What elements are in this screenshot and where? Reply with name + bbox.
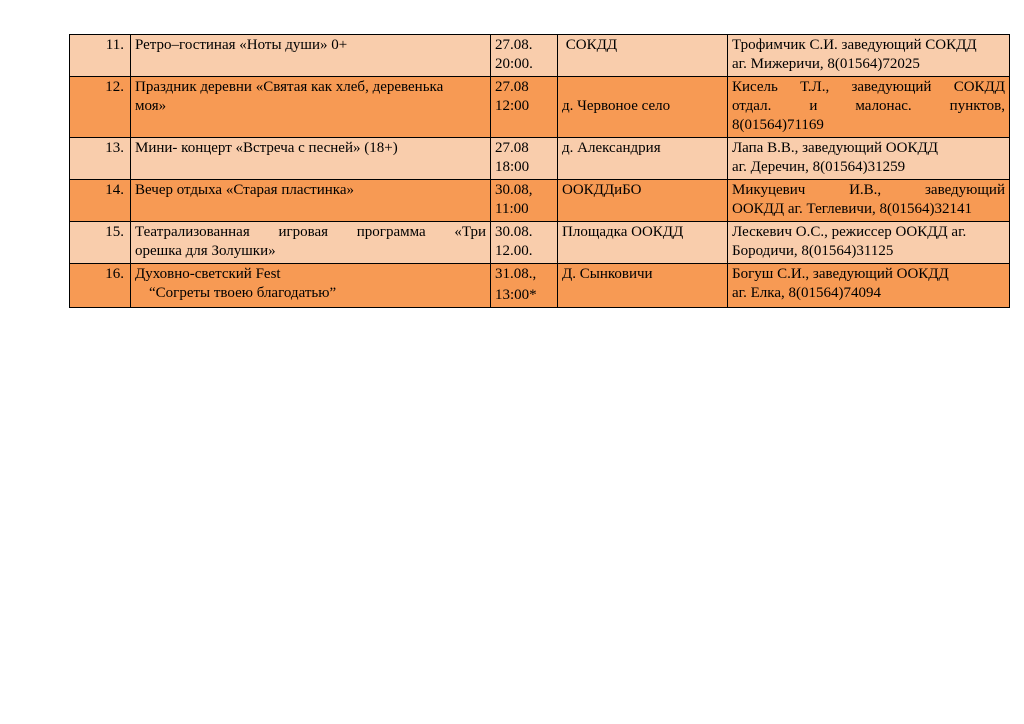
event-datetime: 30.08. 12.00. xyxy=(491,222,558,264)
responsible-person: Трофимчик С.И. заведующий СОКДД аг. Мижеричи, 8(01564)72025 xyxy=(728,35,1010,77)
responsible-person: Кисель Т.Л., заведующий СОКДД отдал. и малонас. пунктов, 8(01564)71169 xyxy=(728,77,1010,138)
event-place: Д. Сынковичи xyxy=(558,264,728,308)
table-row xyxy=(70,77,1010,138)
event-title: Духовно-светский Fest “Согреты твоею благодатью” xyxy=(131,264,491,308)
event-title: Праздник деревни «Святая как хлеб, деревенька моя» xyxy=(131,77,491,138)
table-row xyxy=(70,138,1010,180)
responsible-person: Богуш С.И., заведующий ООКДД аг. Елка, 8(01564)74094 xyxy=(728,264,1010,308)
event-datetime: 27.08 18:00 xyxy=(491,138,558,180)
event-title: Ретро–гостиная «Ноты души» 0+ xyxy=(131,35,491,77)
events-table xyxy=(69,34,1010,308)
event-title: Вечер отдыха «Старая пластинка» xyxy=(131,180,491,222)
responsible-person: Лескевич О.С., режиссер ООКДД аг. Бородичи, 8(01564)31125 xyxy=(728,222,1010,264)
event-title: Мини- концерт «Встреча с песней» (18+) xyxy=(131,138,491,180)
row-number: 15. xyxy=(70,222,131,264)
table-row xyxy=(70,222,1010,264)
event-datetime: 27.08 12:00 xyxy=(491,77,558,138)
responsible-person: Лапа В.В., заведующий ООКДД аг. Деречин, 8(01564)31259 xyxy=(728,138,1010,180)
event-place: СОКДД xyxy=(558,35,728,77)
event-place: д. Александрия xyxy=(558,138,728,180)
row-number: 14. xyxy=(70,180,131,222)
row-number: 12. xyxy=(70,77,131,138)
responsible-person: Микуцевич И.В., заведующий ООКДД аг. Теглевичи, 8(01564)32141 xyxy=(728,180,1010,222)
row-number: 11. xyxy=(70,35,131,77)
event-datetime: 27.08. 20:00. xyxy=(491,35,558,77)
row-number: 13. xyxy=(70,138,131,180)
table-row xyxy=(70,35,1010,77)
event-place: Площадка ООКДД xyxy=(558,222,728,264)
event-datetime: 30.08, 11:00 xyxy=(491,180,558,222)
row-number: 16. xyxy=(70,264,131,308)
table-row xyxy=(70,264,1010,308)
event-place: д. Червоное село xyxy=(558,77,728,138)
event-datetime: 31.08., 13:00* xyxy=(491,264,558,308)
event-title: Театрализованная игровая программа «Три орешка для Золушки» xyxy=(131,222,491,264)
event-place: ООКДДиБО xyxy=(558,180,728,222)
table-row xyxy=(70,180,1010,222)
